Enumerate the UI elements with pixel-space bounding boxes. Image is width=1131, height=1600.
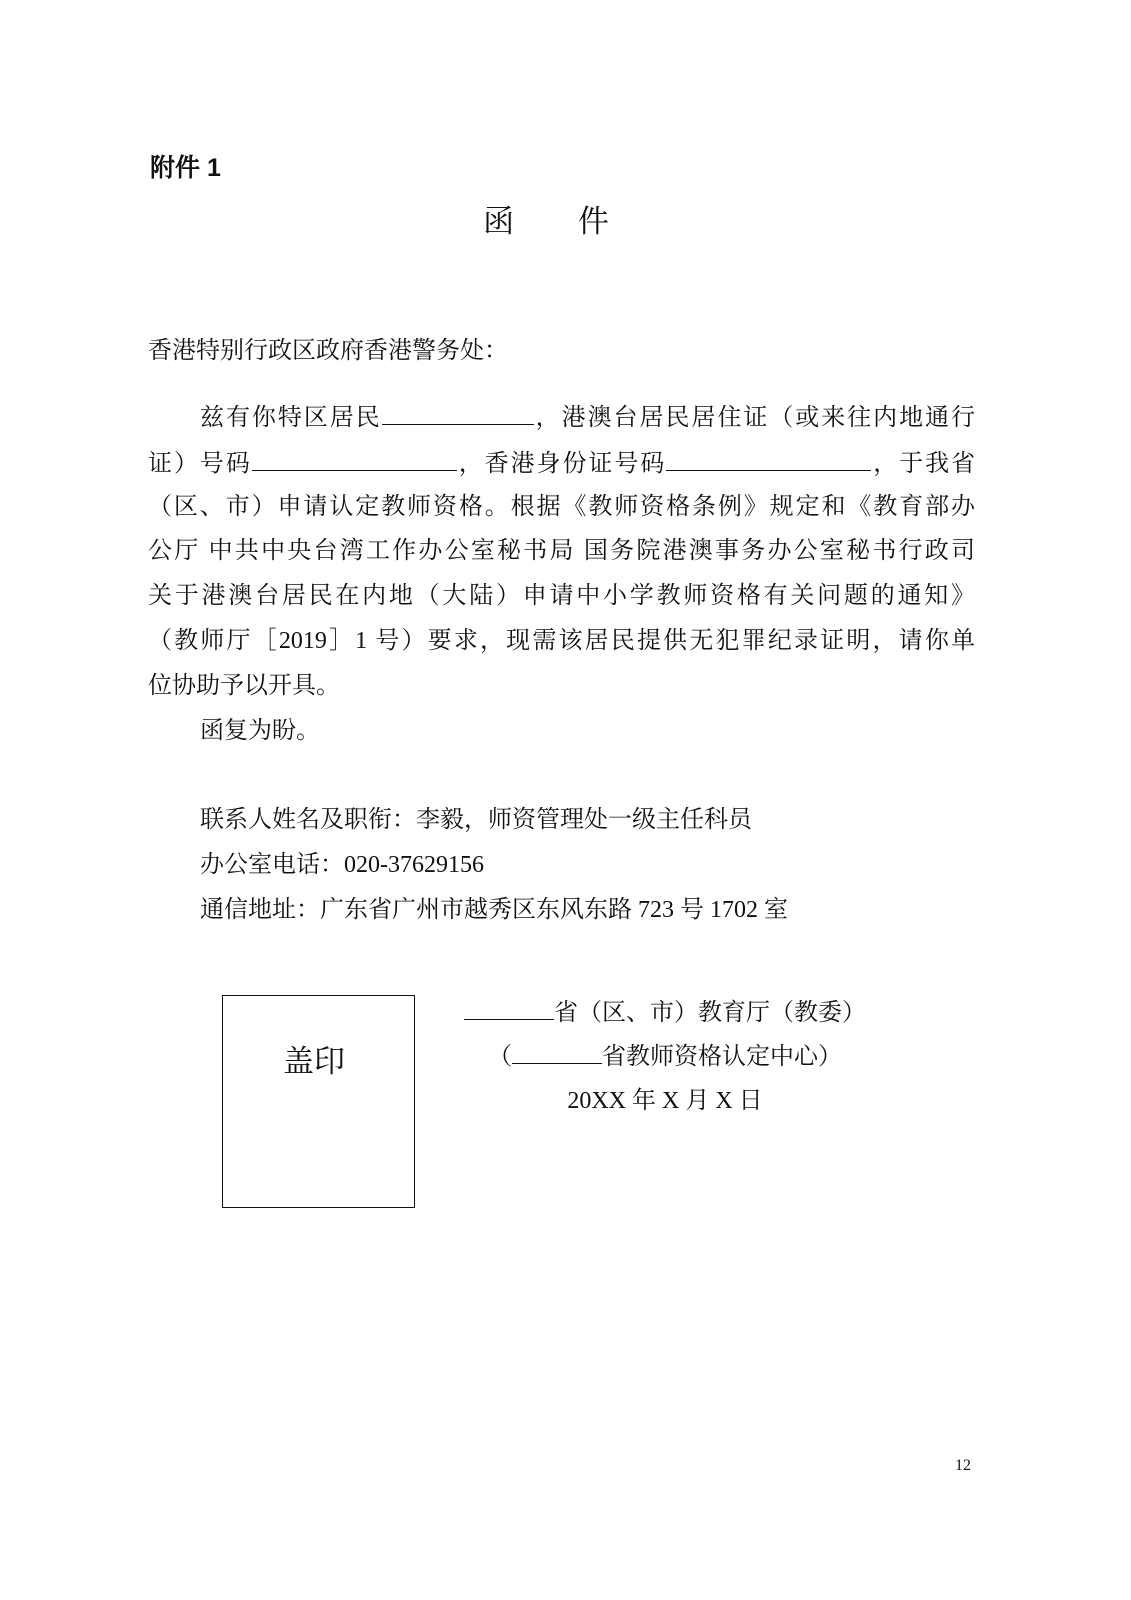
- permit-number-blank[interactable]: [252, 448, 457, 471]
- text: 省教师资格认定中心）: [602, 1044, 842, 1070]
- text: 证）号码: [148, 451, 252, 477]
- attachment-label: 附件 1: [150, 154, 221, 182]
- contact-phone: 办公室电话：020-37629156: [200, 852, 484, 878]
- document-title: 函 件: [483, 204, 637, 239]
- body-line-4: 公厅 中共中央台湾工作办公室秘书局 国务院港澳事务办公室秘书行政司: [148, 538, 975, 564]
- center-province-blank[interactable]: [512, 1041, 602, 1064]
- hkid-number-blank[interactable]: [666, 448, 871, 471]
- signature-line-2: [440, 1041, 890, 1072]
- stamp-label: 盖印: [283, 1044, 345, 1079]
- body-line-2: [148, 448, 975, 479]
- body-line-7: 位协助予以开具。: [148, 673, 340, 699]
- resident-name-blank[interactable]: [382, 402, 534, 425]
- body-line-1: [200, 402, 975, 433]
- contact-address: 通信地址：广东省广州市越秀区东风东路 723 号 1702 室: [200, 897, 788, 923]
- text: （: [488, 1044, 512, 1070]
- text: ，于我省: [871, 451, 976, 477]
- body-line-6: （教师厅［2019］1 号）要求，现需该居民提供无犯罪纪录证明，请你单: [148, 628, 975, 654]
- page-number: 12: [955, 1457, 971, 1474]
- signature-date: 20XX 年 X 月 X 日: [567, 1088, 763, 1114]
- stamp-box: [222, 995, 415, 1208]
- addressee: 香港特别行政区政府香港警务处：: [148, 338, 508, 364]
- body-line-3: （区、市）申请认定教师资格。根据《教师资格条例》规定和《教育部办: [148, 494, 975, 520]
- text: ，香港身份证号码: [456, 451, 667, 477]
- body-line-5: 关于港澳台居民在内地（大陆）申请中小学教师资格有关问题的通知》: [148, 583, 975, 609]
- text: ，港澳台居民居住证（或来往内地通行: [533, 405, 976, 431]
- contact-person: 联系人姓名及职衔：李毅，师资管理处一级主任科员: [200, 807, 752, 833]
- signature-line-1: [440, 997, 890, 1028]
- text: 省（区、市）教育厅（教委）: [554, 1000, 866, 1026]
- closing: 函复为盼。: [200, 718, 320, 744]
- province-blank[interactable]: [464, 997, 554, 1020]
- text: 兹有你特区居民: [200, 405, 382, 431]
